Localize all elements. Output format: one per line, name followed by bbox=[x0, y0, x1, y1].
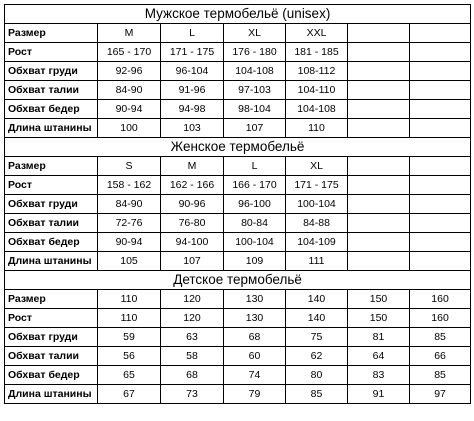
table-cell bbox=[348, 157, 410, 176]
row-label: Обхват бедер bbox=[5, 233, 98, 252]
table-cell: 103 bbox=[161, 119, 224, 138]
table-row bbox=[5, 214, 471, 233]
table-cell: XL bbox=[224, 24, 286, 43]
row-label: Обхват груди bbox=[5, 195, 98, 214]
table-row bbox=[5, 176, 471, 195]
table-row bbox=[5, 195, 471, 214]
table-cell: 62 bbox=[286, 347, 348, 366]
row-label: Рост bbox=[5, 309, 98, 328]
table-cell: 80 bbox=[286, 366, 348, 385]
table-cell: 162 - 166 bbox=[161, 176, 224, 195]
table-cell: 56 bbox=[98, 347, 161, 366]
table-cell bbox=[348, 233, 410, 252]
table-cell bbox=[410, 233, 471, 252]
table-cell: 80-84 bbox=[224, 214, 286, 233]
table-row bbox=[5, 385, 471, 404]
table-cell: 84-90 bbox=[98, 195, 161, 214]
table-cell: 150 bbox=[348, 309, 410, 328]
table-cell: 104-108 bbox=[286, 100, 348, 119]
table-cell: 90-94 bbox=[98, 100, 161, 119]
table-cell: 130 bbox=[224, 290, 286, 309]
table-cell: 83 bbox=[348, 366, 410, 385]
section-title: Детское термобельё bbox=[5, 271, 471, 290]
table-cell bbox=[410, 176, 471, 195]
table-cell bbox=[348, 176, 410, 195]
table-cell: 59 bbox=[98, 328, 161, 347]
table-cell: 100-104 bbox=[224, 233, 286, 252]
table-cell bbox=[410, 100, 471, 119]
table-cell: 85 bbox=[410, 328, 471, 347]
table-cell bbox=[410, 157, 471, 176]
table-cell: XL bbox=[286, 157, 348, 176]
row-label: Размер bbox=[5, 157, 98, 176]
table-cell: 65 bbox=[98, 366, 161, 385]
row-label: Рост bbox=[5, 43, 98, 62]
table-cell: 96-104 bbox=[161, 62, 224, 81]
row-label: Длина штанины bbox=[5, 252, 98, 271]
row-label: Обхват груди bbox=[5, 328, 98, 347]
table-cell bbox=[410, 43, 471, 62]
table-row bbox=[5, 309, 471, 328]
table-cell: 63 bbox=[161, 328, 224, 347]
table-cell: 72-76 bbox=[98, 214, 161, 233]
table-cell: 73 bbox=[161, 385, 224, 404]
table-cell bbox=[348, 43, 410, 62]
table-cell: 140 bbox=[286, 290, 348, 309]
table-cell: 74 bbox=[224, 366, 286, 385]
table-cell: XXL bbox=[286, 24, 348, 43]
table-cell: 58 bbox=[161, 347, 224, 366]
row-label: Обхват талии bbox=[5, 81, 98, 100]
table-cell: 111 bbox=[286, 252, 348, 271]
row-label: Размер bbox=[5, 290, 98, 309]
table-cell: 107 bbox=[224, 119, 286, 138]
table-row bbox=[5, 347, 471, 366]
table-cell: 105 bbox=[98, 252, 161, 271]
table-cell: 76-80 bbox=[161, 214, 224, 233]
table-cell bbox=[348, 100, 410, 119]
table-cell: 97 bbox=[410, 385, 471, 404]
table-cell: 94-98 bbox=[161, 100, 224, 119]
table-cell: 92-96 bbox=[98, 62, 161, 81]
table-cell: 171 - 175 bbox=[286, 176, 348, 195]
table-cell bbox=[348, 252, 410, 271]
table-cell: 110 bbox=[98, 290, 161, 309]
table-cell: L bbox=[224, 157, 286, 176]
table-cell: 166 - 170 bbox=[224, 176, 286, 195]
table-cell bbox=[410, 252, 471, 271]
table-cell: L bbox=[161, 24, 224, 43]
table-row bbox=[5, 366, 471, 385]
row-label: Длина штанины bbox=[5, 119, 98, 138]
table-cell: 110 bbox=[286, 119, 348, 138]
table-cell: 107 bbox=[161, 252, 224, 271]
table-cell bbox=[410, 62, 471, 81]
table-cell bbox=[348, 81, 410, 100]
table-row bbox=[5, 24, 471, 43]
section-header-womens bbox=[5, 138, 471, 157]
table-cell: 120 bbox=[161, 290, 224, 309]
table-cell: 64 bbox=[348, 347, 410, 366]
table-cell: 160 bbox=[410, 309, 471, 328]
table-row bbox=[5, 119, 471, 138]
table-cell: 110 bbox=[98, 309, 161, 328]
table-cell: 90-94 bbox=[98, 233, 161, 252]
table-cell: 94-100 bbox=[161, 233, 224, 252]
table-cell: 84-90 bbox=[98, 81, 161, 100]
table-cell: 97-103 bbox=[224, 81, 286, 100]
table-cell: 181 - 185 bbox=[286, 43, 348, 62]
table-cell: 91 bbox=[348, 385, 410, 404]
table-cell: 158 - 162 bbox=[98, 176, 161, 195]
table-cell bbox=[410, 81, 471, 100]
table-cell: 100-104 bbox=[286, 195, 348, 214]
table-cell bbox=[348, 214, 410, 233]
table-cell: 104-109 bbox=[286, 233, 348, 252]
row-label: Рост bbox=[5, 176, 98, 195]
row-label: Обхват талии bbox=[5, 347, 98, 366]
size-chart-table bbox=[4, 4, 471, 404]
table-cell: 85 bbox=[410, 366, 471, 385]
table-cell: 67 bbox=[98, 385, 161, 404]
table-cell: S bbox=[98, 157, 161, 176]
row-label: Обхват бедер bbox=[5, 366, 98, 385]
table-cell: 109 bbox=[224, 252, 286, 271]
table-cell: 81 bbox=[348, 328, 410, 347]
table-row bbox=[5, 157, 471, 176]
table-cell: 165 - 170 bbox=[98, 43, 161, 62]
table-cell: 91-96 bbox=[161, 81, 224, 100]
table-row bbox=[5, 81, 471, 100]
table-row bbox=[5, 43, 471, 62]
table-row bbox=[5, 252, 471, 271]
table-cell bbox=[348, 195, 410, 214]
table-cell: 85 bbox=[286, 385, 348, 404]
table-cell bbox=[410, 214, 471, 233]
table-cell: 120 bbox=[161, 309, 224, 328]
section-title: Мужское термобельё (unisex) bbox=[5, 5, 471, 24]
table-cell: 104-108 bbox=[224, 62, 286, 81]
table-cell bbox=[348, 62, 410, 81]
table-cell: 98-104 bbox=[224, 100, 286, 119]
section-title: Женское термобельё bbox=[5, 138, 471, 157]
table-cell: 171 - 175 bbox=[161, 43, 224, 62]
table-cell: 160 bbox=[410, 290, 471, 309]
table-row bbox=[5, 233, 471, 252]
row-label: Размер bbox=[5, 24, 98, 43]
table-row bbox=[5, 328, 471, 347]
table-cell: 75 bbox=[286, 328, 348, 347]
row-label: Обхват бедер bbox=[5, 100, 98, 119]
section-header-kids bbox=[5, 271, 471, 290]
table-cell: 90-96 bbox=[161, 195, 224, 214]
section-header-mens bbox=[5, 5, 471, 24]
table-cell: 68 bbox=[224, 328, 286, 347]
table-cell: 68 bbox=[161, 366, 224, 385]
table-cell: 66 bbox=[410, 347, 471, 366]
table-cell: 140 bbox=[286, 309, 348, 328]
table-cell: M bbox=[161, 157, 224, 176]
row-label: Обхват талии bbox=[5, 214, 98, 233]
row-label: Обхват груди bbox=[5, 62, 98, 81]
table-row bbox=[5, 62, 471, 81]
table-cell: 150 bbox=[348, 290, 410, 309]
table-row bbox=[5, 290, 471, 309]
table-cell: 104-110 bbox=[286, 81, 348, 100]
table-row bbox=[5, 100, 471, 119]
row-label: Длина штанины bbox=[5, 385, 98, 404]
table-cell: 176 - 180 bbox=[224, 43, 286, 62]
table-cell: M bbox=[98, 24, 161, 43]
table-cell: 96-100 bbox=[224, 195, 286, 214]
table-cell bbox=[348, 119, 410, 138]
table-cell: 100 bbox=[98, 119, 161, 138]
table-cell: 108-112 bbox=[286, 62, 348, 81]
table-cell bbox=[348, 24, 410, 43]
table-cell bbox=[410, 119, 471, 138]
table-cell: 79 bbox=[224, 385, 286, 404]
table-cell: 60 bbox=[224, 347, 286, 366]
table-cell bbox=[410, 195, 471, 214]
table-cell: 84-88 bbox=[286, 214, 348, 233]
table-cell: 130 bbox=[224, 309, 286, 328]
table-cell bbox=[410, 24, 471, 43]
